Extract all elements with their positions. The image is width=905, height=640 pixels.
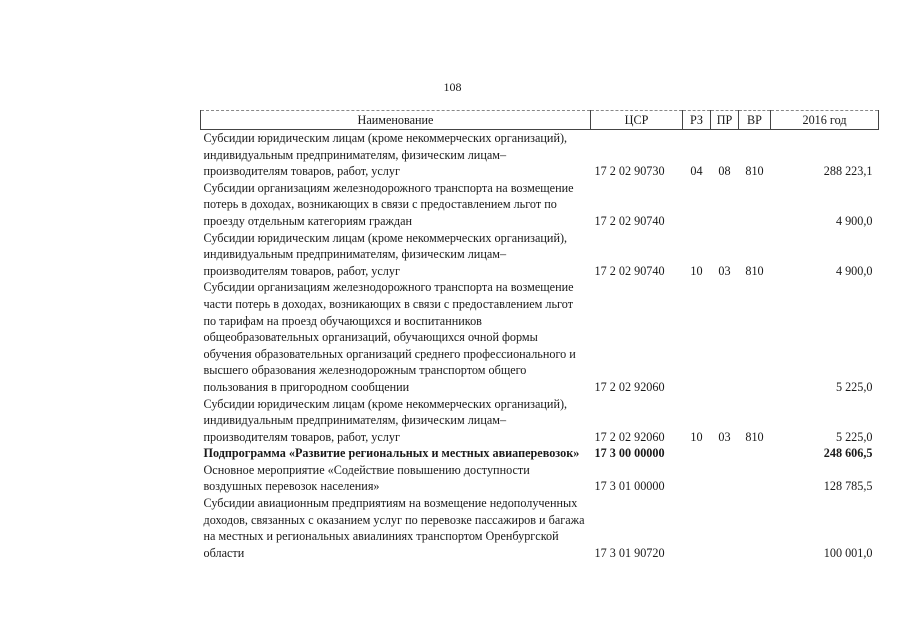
cell-pr: 08: [718, 164, 731, 179]
cell-pr: [711, 445, 739, 462]
cell-sum: 288 223,1: [823, 164, 873, 179]
cell-name: Субсидии авиационным предприятиям на возмещение недополученных доходов, связанных с оказанием услуг по перевозке пассажиров и багажа на местных и региональных авиалиниях транспортом Оренбургской области: [203, 496, 585, 560]
cell-vr: [739, 462, 771, 495]
cell-vr: 810: [745, 164, 764, 179]
cell-vr: [739, 279, 771, 395]
cell-name: Субсидии юридическим лицам (кроме некоммерческих организаций), индивидуальным предпринимателям, физическим лицам–производителям товаров, работ, услуг: [203, 396, 568, 444]
cell-name: Подпрограмма «Развитие региональных и местных авиаперевозок»: [203, 446, 580, 461]
table-row: [201, 445, 879, 462]
table-row: [201, 180, 879, 230]
cell-name: Субсидии юридическим лицам (кроме некоммерческих организаций), индивидуальным предпринимателям, физическим лицам–производителям товаров, работ, услуг: [203, 131, 568, 179]
cell-vr: 810: [745, 429, 764, 444]
header-year: 2016 год: [771, 111, 879, 130]
cell-rz: 04: [690, 164, 703, 179]
table-body: [201, 130, 879, 562]
budget-table: [200, 110, 879, 561]
cell-rz: [683, 445, 711, 462]
cell-csr: 17 2 02 92060: [594, 379, 665, 394]
cell-rz: 10: [690, 263, 703, 278]
cell-name: Субсидии организациям железнодорожного транспорта на возмещение части потерь в доходах, возникающих в связи с предоставлением льгот по тарифам на проезд обучающихся и воспитанников общеобразовательных организаций, обучающихся очной формы обучения образовательных организаций среднего профессионального и высшего образования железнодорожным транспортом общего пользования в пригородном сообщении: [203, 280, 576, 394]
cell-sum: 5 225,0: [835, 429, 873, 444]
cell-csr: 17 3 01 90720: [594, 545, 665, 560]
cell-sum: 4 900,0: [835, 213, 873, 228]
cell-pr: [711, 180, 739, 230]
cell-vr: [739, 180, 771, 230]
table-row: [201, 396, 879, 446]
cell-sum: 100 001,0: [823, 545, 873, 560]
budget-table-container: [200, 110, 878, 561]
cell-pr: [711, 495, 739, 561]
cell-csr: 17 2 02 90740: [594, 213, 665, 228]
cell-name: Основное мероприятие «Содействие повышению доступности воздушных перевозок населения»: [203, 462, 530, 494]
cell-csr: 17 2 02 92060: [594, 429, 665, 444]
table-row: [201, 230, 879, 280]
table-row: [201, 495, 879, 561]
cell-rz: 10: [690, 429, 703, 444]
cell-sum: 128 785,5: [823, 479, 873, 494]
header-rz: РЗ: [683, 111, 711, 130]
header-pr: ПР: [711, 111, 739, 130]
cell-csr: 17 3 01 00000: [594, 479, 665, 494]
page-number: 108: [443, 80, 462, 94]
cell-name: Субсидии организациям железнодорожного транспорта на возмещение потерь в доходах, возникающих в связи с предоставлением льгот по проезду отдельным категориям граждан: [203, 180, 574, 228]
cell-vr: [739, 445, 771, 462]
cell-csr: 17 2 02 90730: [594, 164, 665, 179]
cell-sum: 4 900,0: [835, 263, 873, 278]
cell-vr: [739, 495, 771, 561]
cell-sum: 5 225,0: [835, 379, 873, 394]
header-vr: ВР: [739, 111, 771, 130]
table-header: [201, 111, 879, 130]
cell-pr: [711, 462, 739, 495]
cell-csr: 17 3 00 00000: [594, 446, 665, 461]
cell-pr: [711, 279, 739, 395]
cell-rz: [683, 462, 711, 495]
cell-vr: 810: [745, 263, 764, 278]
cell-rz: [683, 180, 711, 230]
header-name: Наименование: [201, 111, 591, 130]
cell-rz: [683, 279, 711, 395]
cell-rz: [683, 495, 711, 561]
table-row: [201, 462, 879, 495]
cell-pr: 03: [718, 429, 731, 444]
table-row: [201, 130, 879, 180]
cell-csr: 17 2 02 90740: [594, 263, 665, 278]
table-row: [201, 279, 879, 395]
header-csr: ЦСР: [591, 111, 683, 130]
cell-sum: 248 606,5: [823, 446, 873, 461]
cell-name: Субсидии юридическим лицам (кроме некоммерческих организаций), индивидуальным предпринимателям, физическим лицам–производителям товаров, работ, услуг: [203, 230, 568, 278]
cell-pr: 03: [718, 263, 731, 278]
